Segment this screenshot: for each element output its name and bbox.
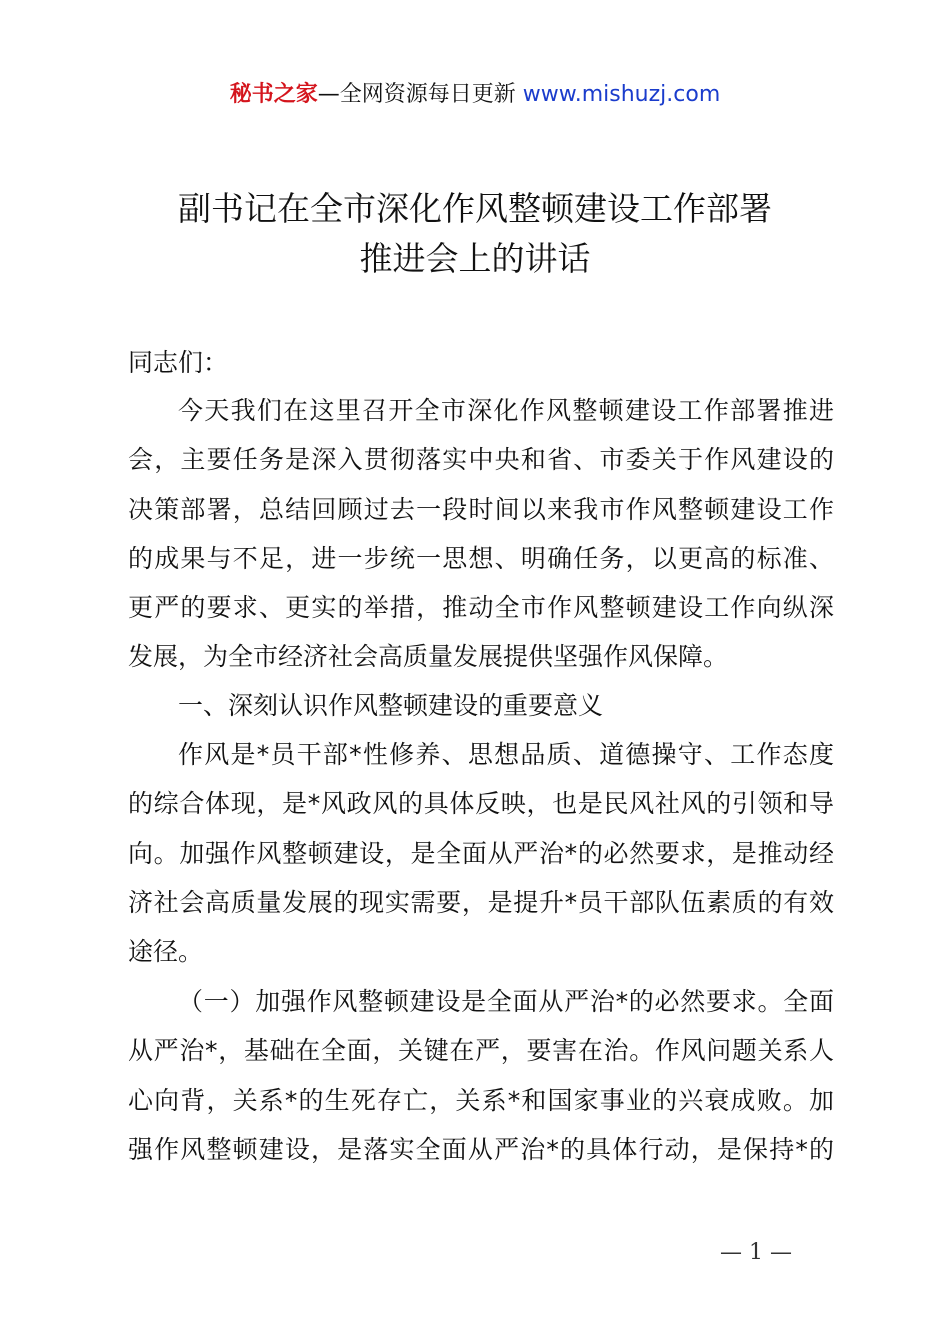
paragraph-line: 途径。: [128, 937, 204, 967]
paragraph-subsection-1: [128, 977, 834, 1174]
paragraph-line: 向。加强作风整顿建设，是全面从严治*的必然要求，是推动经: [128, 838, 834, 868]
page-number: — 1 —: [720, 1240, 792, 1265]
site-header: [0, 80, 950, 110]
paragraph-line: 强作风整顿建设，是落实全面从严治*的具体行动，是保持*的: [128, 1134, 834, 1164]
paragraph-line: 会，主要任务是深入贯彻落实中央和省、市委关于作风建设的: [128, 445, 834, 475]
section-heading-1: [128, 681, 834, 730]
title-line-1: 副书记在全市深化作风整顿建设工作部署: [178, 189, 772, 228]
paragraph-significance: [128, 730, 834, 976]
paragraph-line: 更严的要求、更实的举措，推动全市作风整顿建设工作向纵深: [128, 593, 834, 623]
document-title: [0, 184, 950, 284]
paragraph-line: 作风是*员干部*性修养、思想品质、道德操守、工作态度: [178, 740, 834, 769]
salutation-block: [128, 338, 834, 387]
paragraph-line: 济社会高质量发展的现实需要，是提升*员干部队伍素质的有效: [128, 887, 834, 917]
paragraph-line: 发展，为全市经济社会高质量发展提供坚强作风保障。: [128, 642, 729, 672]
salutation: 同志们：: [128, 348, 229, 377]
paragraph-line: 今天我们在这里召开全市深化作风整顿建设工作部署推进: [178, 396, 834, 425]
paragraph-line: （一）加强作风整顿建设是全面从严治*的必然要求。全面: [178, 987, 834, 1016]
paragraph-line: 心向背，关系*的生死存亡，关系*和国家事业的兴衰成败。加: [128, 1085, 834, 1115]
site-url-link[interactable]: www.mishuzj.com: [522, 82, 721, 107]
site-brand: 秘书之家: [229, 82, 318, 107]
title-line-2: 推进会上的讲话: [359, 239, 591, 278]
paragraph-intro: [128, 386, 834, 682]
paragraph-line: 决策部署，总结回顾过去一段时间以来我市作风整顿建设工作: [128, 494, 834, 524]
section-heading: 一、深刻认识作风整顿建设的重要意义: [178, 691, 604, 720]
site-tagline: —全网资源每日更新: [317, 82, 523, 107]
paragraph-line: 的成果与不足，进一步统一思想、明确任务，以更高的标准、: [128, 543, 834, 573]
paragraph-line: 从严治*，基础在全面，关键在严，要害在治。作风问题关系人: [128, 1036, 834, 1066]
paragraph-line: 的综合体现，是*风政风的具体反映，也是民风社风的引领和导: [128, 789, 834, 819]
